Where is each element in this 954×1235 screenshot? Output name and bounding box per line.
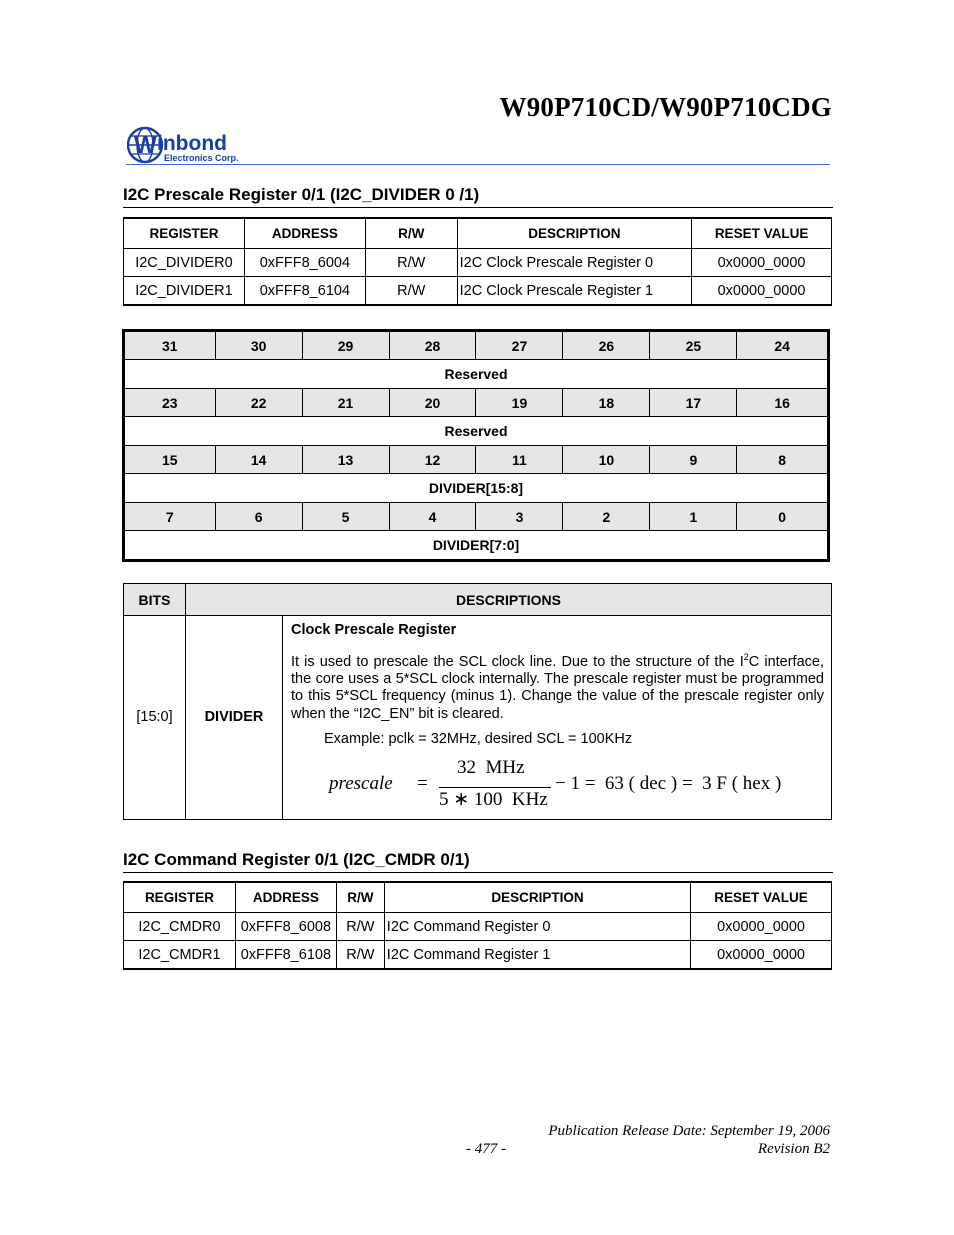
bit-field-row (124, 360, 829, 389)
bit-number: 10 (563, 446, 650, 474)
register-address: 0xFFF8_6004 (244, 249, 365, 277)
col-reset-value: RESET VALUE (692, 218, 832, 249)
table-row (124, 913, 832, 941)
bit-number: 23 (124, 389, 216, 417)
bit-number: 21 (302, 389, 389, 417)
winbond-logo (127, 126, 252, 166)
description-row (124, 616, 832, 820)
bit-number: 15 (124, 446, 216, 474)
register-description: I2C Command Register 0 (384, 913, 690, 941)
description-heading: Clock Prescale Register (291, 622, 457, 638)
bit-number: 20 (389, 389, 476, 417)
bit-number-row (124, 503, 829, 531)
svg-text:Electronics Corp.: Electronics Corp. (164, 153, 239, 163)
col-description: DESCRIPTION (384, 882, 690, 913)
col-descriptions: DESCRIPTIONS (186, 584, 832, 616)
field-name: DIVIDER (186, 616, 283, 820)
bit-field-row (124, 531, 829, 561)
bit-field-name: DIVIDER[15:8] (124, 474, 829, 503)
bit-number-row (124, 446, 829, 474)
register-address: 0xFFF8_6108 (235, 941, 336, 970)
register-rw: R/W (336, 913, 384, 941)
section-title-prescale: I2C Prescale Register 0/1 (I2C_DIVIDER 0 /1) (123, 185, 480, 204)
bit-number: 18 (563, 389, 650, 417)
bit-number: 1 (650, 503, 737, 531)
bit-number: 28 (389, 331, 476, 360)
bit-number: 2 (563, 503, 650, 531)
register-name: I2C_CMDR1 (124, 941, 236, 970)
bit-map-table (122, 329, 830, 562)
footer-release-date: Publication Release Date: September 19, 2006 (548, 1123, 830, 1139)
bit-number: 3 (476, 503, 563, 531)
register-reset: 0x0000_0000 (692, 249, 832, 277)
bit-number: 6 (215, 503, 302, 531)
header-rule (126, 164, 830, 165)
register-address: 0xFFF8_6104 (244, 277, 365, 306)
bit-range: [15:0] (124, 616, 186, 820)
bit-number: 7 (124, 503, 216, 531)
bit-number: 26 (563, 331, 650, 360)
section-title-command: I2C Command Register 0/1 (I2C_CMDR 0/1) (123, 850, 470, 869)
table-row (124, 249, 832, 277)
bit-field-row (124, 417, 829, 446)
bit-number: 22 (215, 389, 302, 417)
prescale-register-table (123, 217, 832, 306)
bit-number: 17 (650, 389, 737, 417)
col-register: REGISTER (124, 882, 236, 913)
register-reset: 0x0000_0000 (691, 913, 832, 941)
field-description (283, 616, 832, 820)
bit-number: 4 (389, 503, 476, 531)
col-rw: R/W (365, 218, 457, 249)
col-address: ADDRESS (244, 218, 365, 249)
register-description: I2C Clock Prescale Register 0 (457, 249, 692, 277)
bit-field-row (124, 474, 829, 503)
register-name: I2C_CMDR0 (124, 913, 236, 941)
prescale-equation: prescale = 32 MHz 5 ∗ 100 KHz − 1 = 63 ( dec ) = 3 F ( hex ) (329, 756, 782, 810)
example-line: Example: pclk = 32MHz, desired SCL = 100KHz (324, 731, 633, 748)
footer-revision: Revision B2 (757, 1141, 830, 1157)
description-paragraph: It is used to prescale the SCL clock line. Due to the structure of the $I^2C$ interface, the core uses a 5*SCL clock internally. The prescale register must be programmed to this 5*SCL frequency (minus 1). Change the value of the prescale register only when the “I2C_EN” bit is cleared. (291, 651, 824, 722)
register-reset: 0x0000_0000 (692, 277, 832, 306)
col-bits: BITS (124, 584, 186, 616)
bit-number: 30 (215, 331, 302, 360)
register-rw: R/W (365, 277, 457, 306)
command-register-table (123, 881, 832, 970)
bit-number: 16 (737, 389, 829, 417)
register-reset: 0x0000_0000 (691, 941, 832, 970)
register-name: I2C_DIVIDER1 (124, 277, 245, 306)
table-row (124, 941, 832, 970)
bit-number-row (124, 331, 829, 360)
bit-number: 12 (389, 446, 476, 474)
col-reset-value: RESET VALUE (691, 882, 832, 913)
bit-number: 8 (737, 446, 829, 474)
col-description: DESCRIPTION (457, 218, 692, 249)
bit-number: 14 (215, 446, 302, 474)
table-row (124, 277, 832, 306)
bit-field-name: DIVIDER[7:0] (124, 531, 829, 561)
document-title: W90P710CD/W90P710CDG (499, 92, 832, 122)
bit-field-name: Reserved (124, 360, 829, 389)
register-name: I2C_DIVIDER0 (124, 249, 245, 277)
bit-description-table (123, 583, 832, 820)
bit-number: 27 (476, 331, 563, 360)
section-rule (123, 872, 833, 873)
section-rule (123, 207, 833, 208)
bit-number: 24 (737, 331, 829, 360)
register-rw: R/W (365, 249, 457, 277)
svg-text:W: W (134, 132, 157, 159)
register-rw: R/W (336, 941, 384, 970)
bit-number: 0 (737, 503, 829, 531)
register-address: 0xFFF8_6008 (235, 913, 336, 941)
bit-number-row (124, 389, 829, 417)
col-address: ADDRESS (235, 882, 336, 913)
register-description: I2C Command Register 1 (384, 941, 690, 970)
col-register: REGISTER (124, 218, 245, 249)
bit-number: 11 (476, 446, 563, 474)
footer-page-number: - 477 - (466, 1141, 506, 1157)
bit-number: 29 (302, 331, 389, 360)
svg-text:inbond: inbond (157, 132, 227, 155)
bit-number: 19 (476, 389, 563, 417)
bit-number: 9 (650, 446, 737, 474)
register-description: I2C Clock Prescale Register 1 (457, 277, 692, 306)
bit-number: 31 (124, 331, 216, 360)
bit-field-name: Reserved (124, 417, 829, 446)
bit-number: 5 (302, 503, 389, 531)
col-rw: R/W (336, 882, 384, 913)
bit-number: 25 (650, 331, 737, 360)
bit-number: 13 (302, 446, 389, 474)
